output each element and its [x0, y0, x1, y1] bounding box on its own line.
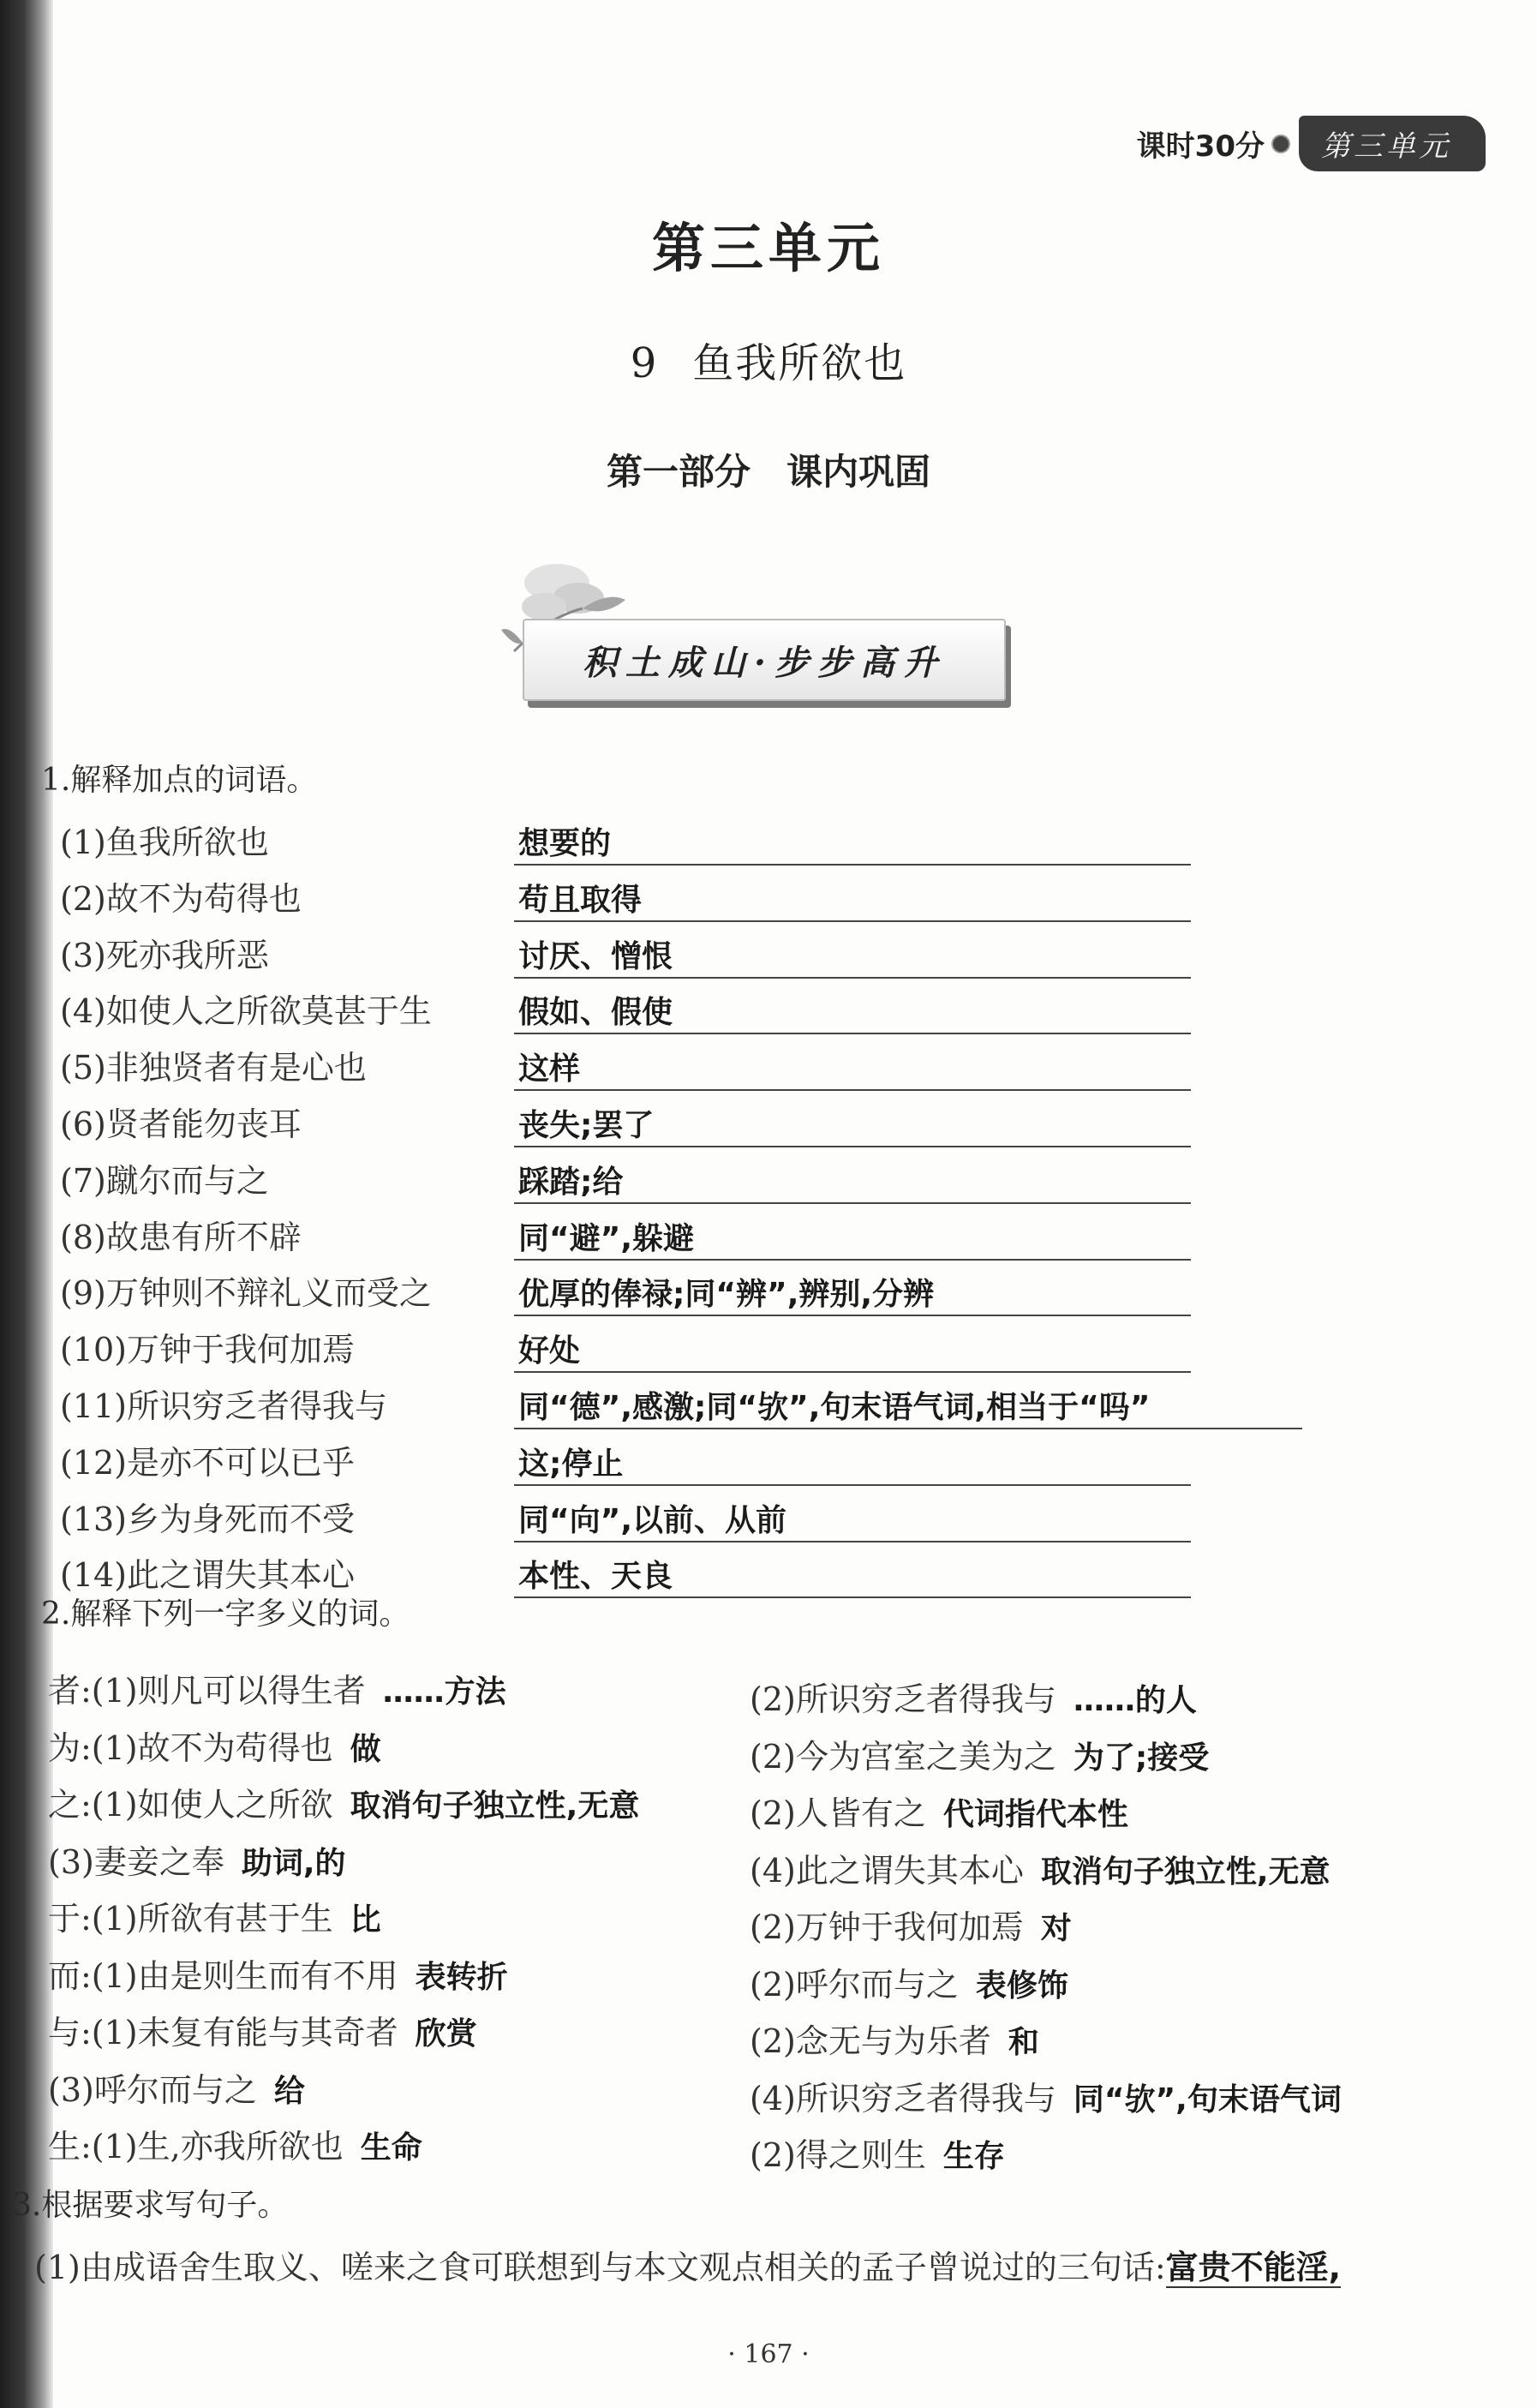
polysemy-text: (2)呼尔而与之: [750, 1966, 959, 2004]
answer-text: 讨厌、憎恨: [518, 939, 673, 974]
answer-underline: [514, 1428, 1302, 1429]
list-item: [60, 1433, 1328, 1486]
answer-underline: [514, 1146, 1191, 1147]
answer-underline: [514, 1259, 1191, 1261]
page-number: · 167 ·: [727, 2339, 810, 2369]
polysemy-answer: ……的人: [1073, 1683, 1197, 1718]
polysemy-answer: 代词指代本性: [942, 1797, 1128, 1832]
question-text: (13)乡为身死而不受: [60, 1501, 356, 1538]
answer-text: 想要的: [518, 826, 612, 861]
question-1-heading: 1.解释加点的词语。: [41, 763, 318, 798]
answer-text: 优厚的俸禄;同“辨”,辨别,分辨: [518, 1277, 935, 1312]
answer-text: 同“向”,以前、从前: [518, 1503, 786, 1538]
list-item: [60, 1263, 1328, 1316]
running-header: [1137, 116, 1486, 171]
list-item: [48, 1950, 508, 1997]
answer-underline: [514, 1315, 1191, 1316]
answer-text: 这;停止: [518, 1447, 624, 1482]
polysemy-text: (4)所识穷乏者得我与: [750, 2080, 1056, 2117]
answer-underline: [514, 920, 1191, 922]
answer-underline: [514, 1484, 1191, 1486]
answer-text: 好处: [518, 1333, 581, 1369]
answer-underline: [514, 1541, 1191, 1542]
unit-title: 第三单元: [651, 217, 885, 279]
answer-text: 踩踏;给: [518, 1165, 624, 1200]
polysemy-text: 之:(1)如使人之所欲: [48, 1786, 333, 1824]
polysemy-answer: 做: [350, 1732, 381, 1767]
polysemy-answer: ……方法: [382, 1674, 506, 1710]
list-item: [750, 2129, 1005, 2176]
question-3-item-1-text: (1)由成语舍生取义、嗟来之食可联想到与本文观点相关的孟子曾说过的三句话:: [34, 2249, 1166, 2286]
answer-underline: [514, 977, 1191, 979]
question-text: (7)蹴尔而与之: [60, 1162, 269, 1200]
polysemy-answer: 为了;接受: [1073, 1740, 1210, 1776]
answer-underline: [514, 1033, 1191, 1034]
polysemy-text: 而:(1)由是则生而有不用: [48, 1957, 398, 1995]
polysemy-answer: 取消句子独立性,无意: [1040, 1854, 1331, 1890]
question-text: (2)故不为苟得也: [60, 880, 302, 918]
list-item: [750, 2015, 1039, 2062]
polysemy-text: (2)今为宫室之美为之: [750, 1738, 1056, 1776]
list-item: [750, 1787, 1128, 1834]
answer-text: 苟且取得: [518, 883, 643, 918]
polysemy-answer: 助词,的: [241, 1846, 346, 1881]
answer-text: 本性、天良: [518, 1559, 673, 1594]
lesson-number: 9: [630, 339, 659, 387]
answer-text: 假如、假使: [518, 995, 673, 1030]
answer-text: 这样: [518, 1051, 581, 1087]
polysemy-text: (2)万钟于我何加焉: [750, 1908, 1024, 1946]
question-text: (9)万钟则不辩礼义而受之: [60, 1274, 432, 1312]
answer-underline: [514, 1596, 1191, 1598]
question-text: (10)万钟于我何加焉: [60, 1331, 356, 1369]
question-2-heading: 2.解释下列一字多义的词。: [41, 1596, 410, 1632]
banner-label: 积土成山·步步高升: [523, 619, 1006, 701]
list-item: [60, 981, 1328, 1034]
list-item: [48, 1892, 381, 1939]
section-banner: [480, 548, 1011, 720]
polysemy-answer: 给: [273, 2074, 305, 2109]
answer-underline: [514, 1371, 1191, 1373]
polysemy-text: (3)呼尔而与之: [48, 2071, 257, 2109]
polysemy-answer: 对: [1040, 1911, 1072, 1946]
list-item: [60, 925, 1328, 979]
question-text: (12)是亦不可以已乎: [60, 1444, 356, 1482]
answer-underline: [514, 1089, 1191, 1091]
list-item: [60, 1151, 1328, 1204]
polysemy-text: 于:(1)所欲有甚于生: [48, 1900, 333, 1938]
part-title-right: 课内巩固: [786, 451, 931, 493]
lesson-title: [0, 330, 1537, 389]
list-item: [48, 2006, 477, 2053]
list-item: [48, 1778, 639, 1825]
list-item: [60, 1376, 1328, 1429]
polysemy-text: 与:(1)未复有能与其奇者: [48, 2014, 398, 2052]
question-text: (1)鱼我所欲也: [60, 824, 269, 861]
polysemy-text: 生:(1)生,亦我所欲也: [48, 2128, 344, 2165]
question-text: (14)此之谓失其本心: [60, 1556, 356, 1594]
question-3-item-1-answer: 富贵不能淫,: [1165, 2249, 1342, 2286]
polysemy-text: (2)人皆有之: [750, 1794, 926, 1832]
list-item: [48, 1664, 506, 1711]
question-text: (6)贤者能勿丧耳: [60, 1105, 302, 1143]
polysemy-text: (2)得之则生: [750, 2136, 926, 2174]
list-item: [750, 2072, 1342, 2119]
unit-tag: 第三单元: [1299, 116, 1486, 171]
answer-text: 同“避”,躲避: [518, 1221, 694, 1256]
polysemy-text: 者:(1)则凡可以得生者: [48, 1672, 366, 1710]
list-item: [48, 1722, 381, 1769]
list-item: [60, 1489, 1328, 1542]
question-3-item-1: [34, 2241, 1341, 2288]
polysemy-text: (3)妻妾之奉: [48, 1843, 224, 1881]
polysemy-text: 为:(1)故不为苟得也: [48, 1729, 333, 1767]
polysemy-answer: 和: [1008, 2025, 1039, 2060]
polysemy-text: (2)所识穷乏者得我与: [750, 1680, 1056, 1718]
question-3-heading: 3.根据要求写句子。: [12, 2188, 289, 2223]
answer-text: 丧失;罢了: [518, 1108, 655, 1143]
polysemy-answer: 生命: [360, 2130, 422, 2165]
lesson-name: 鱼我所欲也: [692, 339, 907, 387]
list-item: [750, 1844, 1331, 1891]
list-item: [60, 869, 1328, 922]
list-item: [750, 1730, 1209, 1777]
list-item: [750, 1901, 1072, 1948]
list-item: [60, 812, 1328, 866]
answer-underline: [514, 1202, 1191, 1204]
header-label: 课时30分: [1136, 129, 1265, 164]
part-title-left: 第一部分: [606, 451, 751, 493]
polysemy-answer: 表修饰: [975, 1968, 1068, 2004]
list-item: [48, 2120, 422, 2167]
list-item: [48, 1836, 346, 1883]
question-text: (5)非独贤者有是心也: [60, 1049, 367, 1087]
answer-underline: [514, 864, 1191, 866]
polysemy-text: (4)此之谓失其本心: [750, 1852, 1024, 1890]
polysemy-text: (2)念无与为乐者: [750, 2022, 991, 2060]
polysemy-answer: 生存: [942, 2139, 1005, 2174]
list-item: [750, 1673, 1197, 1720]
polysemy-answer: 同“欤”,句末语气词: [1073, 2082, 1342, 2117]
part-title: [0, 444, 1537, 495]
list-item: [60, 1038, 1328, 1091]
polysemy-answer: 取消句子独立性,无意: [350, 1788, 640, 1824]
answer-text: 同“德”,感激;同“欤”,句末语气词,相当于“吗”: [518, 1390, 1151, 1425]
list-item: [750, 1958, 1068, 2005]
list-item: [60, 1207, 1328, 1261]
list-item: [60, 1094, 1328, 1147]
polysemy-answer: 表转折: [415, 1960, 508, 1995]
question-text: (11)所识穷乏者得我与: [60, 1387, 388, 1425]
list-item: [48, 2064, 305, 2111]
list-item: [60, 1320, 1328, 1373]
polysemy-answer: 欣赏: [415, 2016, 477, 2052]
polysemy-answer: 比: [350, 1902, 381, 1938]
question-text: (3)死亦我所恶: [60, 937, 269, 974]
question-text: (8)故患有所不辟: [60, 1219, 302, 1256]
bullet-icon: [1271, 135, 1290, 153]
question-text: (4)如使人之所欲莫甚于生: [60, 992, 432, 1030]
